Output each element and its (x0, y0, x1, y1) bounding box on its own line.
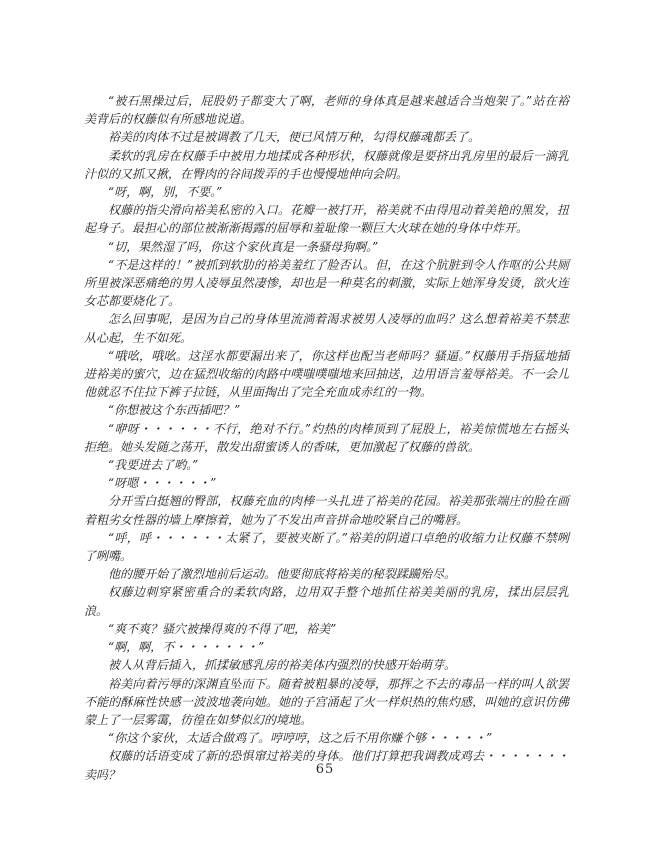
paragraph: 被人从背后插入，抓揉敏感乳房的裕美体内强烈的快感开始萌芽。 (108, 658, 457, 673)
page-text (84, 92, 569, 784)
paragraph: “切，果然湿了吗，你这个家伙真是一条骚母狗啊。” (108, 239, 379, 254)
paragraph: 裕美的肉体不过是被调教了几天，便已风情万种，勾得权藤魂都丢了。 (108, 130, 481, 145)
paragraph: “呼，呼・・・・・・太紧了，要被夹断了。”裕美的阴道口卓绝的收缩力让权藤不禁咧了咧嘴。 (84, 530, 569, 564)
paragraph: 权藤边刺穿紧密重合的柔软肉路，边用双手整个地抓住裕美美丽的乳房，揉出层层乳浪。 (84, 585, 569, 618)
paragraph: “你想被这个东西插吧？” (108, 403, 241, 418)
paragraph: 权藤的话语变成了新的恐惧窜过裕美的身体。他们打算把我调教成鸡去・・・・・・・卖吗？ (84, 749, 569, 782)
paragraph: “爽不爽？骚穴被操得爽的不得了吧，裕美” (108, 621, 337, 636)
paragraph: “呀嗯・・・・・・” (108, 476, 217, 491)
paragraph: 裕美向着污辱的深渊直坠而下。随着被粗暴的凌辱，那挥之不去的毒品一样的叫人欲罢不能的酥麻性快感一波波地袭向她。她的子宫涌起了火一样炽热的焦灼感，叫她的意识仿佛蒙上了一层雾霭，彷徨在如梦似幻的境地。 (84, 676, 569, 727)
paragraph: 柔软的乳房在权藤手中被用力地揉成各种形状，权藤就像是要挤出乳房里的最后一滴乳汁似的又抓又揪，在臀肉的谷间拨弄的手也慢慢地伸向会阴。 (84, 148, 569, 181)
paragraph: “啊，啊，不・・・・・・・” (108, 640, 265, 655)
page-number: 65 (315, 762, 335, 777)
paragraph: “呀，啊，别，不要。” (108, 185, 223, 200)
paragraph: 他的腰开始了激烈地前后运动。他要彻底将裕美的秘裂蹂躏殆尽。 (108, 567, 457, 582)
paragraph: 分开雪白挺翘的臀部，权藤充血的肉棒一头扎进了裕美的花园。裕美那张端庄的脸在画着粗劣女性器的墙上摩擦着，她为了不发出声音拼命地咬紧自己的嘴唇。 (84, 494, 569, 527)
paragraph: 怎么回事呢，是因为自己的身体里流淌着渴求被男人凌辱的血吗？这么想着裕美不禁悲从心起，生不如死。 (84, 312, 569, 345)
paragraph: 权藤的指尖滑向裕美私密的入口。花瓣一被打开，裕美就不由得甩动着美艳的黑发，扭起身子。最担心的部位被渐渐揭露的屈辱和羞耻像一颗巨大火球在她的身体中炸开。 (84, 203, 569, 236)
paragraph: “咿呀・・・・・・不行，绝对不行。”灼热的肉棒顶到了屁股上，裕美惊慌地左右摇头拒绝。她头发随之荡开，散发出甜蜜诱人的香味，更加激起了权藤的兽欲。 (84, 421, 569, 454)
paragraph: “你这个家伙，太适合做鸡了。哼哼哼，这之后不用你赚个够・・・・・” (108, 731, 493, 746)
paragraph: “我要进去了哟。” (108, 458, 199, 473)
paragraph: “不是这样的！”被抓到软肋的裕美羞红了脸否认。但，在这个肮脏到令人作呕的公共厕所里被深恶痛绝的男人凌辱虽然凄惨，却也是一种莫名的刺激，实际上她浑身发烫，欲火连女芯都要烧化了。 (84, 257, 569, 309)
paragraph: “被石黑操过后，屁股奶子都变大了啊，老师的身体真是越来越适合当炮架了。”站在裕美背后的权藤似有所感地说道。 (84, 94, 569, 127)
paragraph: “哦吆，哦吆。这淫水都要漏出来了，你这样也配当老师吗？骚逼。”权藤用手指猛地插进裕美的蜜穴，边在猛烈收缩的肉路中噗嗤噗嗤地来回抽送，边用语言羞辱裕美。不一会儿他就忍不住拉下裤子拉链，从里面掏出了完全充血成赤红的一物。 (84, 348, 569, 400)
